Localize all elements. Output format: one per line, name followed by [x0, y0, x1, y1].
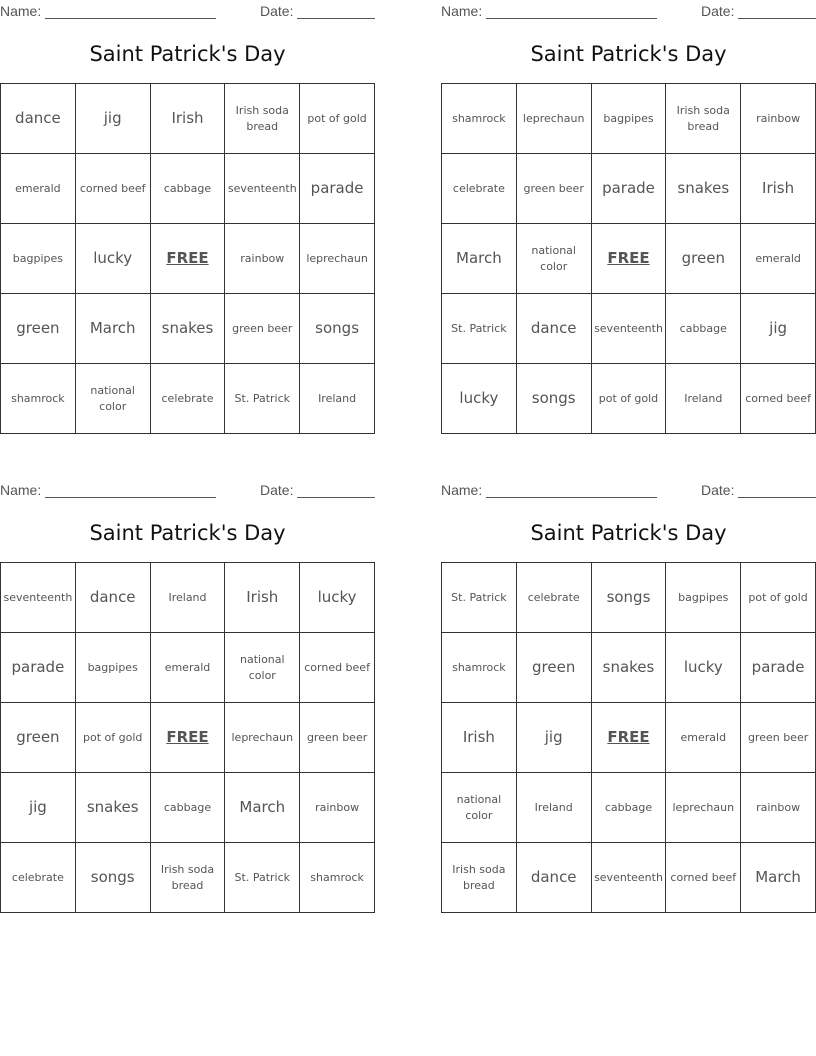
bingo-cell[interactable]: green beer	[300, 703, 375, 773]
bingo-cell[interactable]: Irish soda bread	[666, 84, 741, 154]
bingo-cell[interactable]: green beer	[517, 154, 592, 224]
bingo-cell[interactable]: Irish	[225, 563, 300, 633]
bingo-cell[interactable]: cabbage	[592, 773, 667, 843]
free-space-cell[interactable]: FREE	[592, 703, 667, 773]
bingo-cell[interactable]: green beer	[225, 294, 300, 364]
bingo-cell[interactable]: leprechaun	[666, 773, 741, 843]
bingo-cell[interactable]: dance	[517, 294, 592, 364]
bingo-cell[interactable]: emerald	[151, 633, 226, 703]
bingo-cell[interactable]: songs	[517, 364, 592, 434]
bingo-cell[interactable]: seventeenth	[225, 154, 300, 224]
bingo-cell[interactable]: dance	[517, 843, 592, 913]
bingo-cell[interactable]: rainbow	[300, 773, 375, 843]
bingo-cell[interactable]: corned beef	[666, 843, 741, 913]
bingo-cell[interactable]: bagpipes	[1, 224, 76, 294]
bingo-cell[interactable]: green	[1, 703, 76, 773]
free-space-cell[interactable]: FREE	[151, 224, 226, 294]
bingo-cell[interactable]: snakes	[666, 154, 741, 224]
bingo-cell[interactable]: jig	[76, 84, 151, 154]
bingo-cell[interactable]: Irish soda bread	[442, 843, 517, 913]
bingo-cell[interactable]: seventeenth	[592, 294, 667, 364]
bingo-cell[interactable]: dance	[1, 84, 76, 154]
bingo-grid	[0, 562, 375, 913]
bingo-cell[interactable]: lucky	[666, 633, 741, 703]
name-field-line[interactable]	[45, 18, 216, 19]
bingo-cell[interactable]: lucky	[76, 224, 151, 294]
card-title: Saint Patrick's Day	[530, 521, 727, 545]
bingo-cell[interactable]: celebrate	[442, 154, 517, 224]
bingo-cell[interactable]: parade	[592, 154, 667, 224]
date-label: Date:	[701, 482, 735, 498]
card-header	[441, 3, 816, 19]
bingo-cell[interactable]: snakes	[592, 633, 667, 703]
bingo-cell[interactable]: national color	[225, 633, 300, 703]
bingo-cell[interactable]: pot of gold	[76, 703, 151, 773]
bingo-cell[interactable]: national color	[517, 224, 592, 294]
bingo-cell[interactable]: Irish soda bread	[151, 843, 226, 913]
bingo-cell[interactable]: leprechaun	[517, 84, 592, 154]
bingo-cell[interactable]: Ireland	[151, 563, 226, 633]
bingo-cell[interactable]: March	[442, 224, 517, 294]
free-space-cell[interactable]: FREE	[151, 703, 226, 773]
bingo-cell[interactable]: shamrock	[442, 84, 517, 154]
bingo-cell[interactable]: dance	[76, 563, 151, 633]
name-field-line[interactable]	[486, 497, 657, 498]
bingo-cell[interactable]: bagpipes	[76, 633, 151, 703]
bingo-cell[interactable]: national color	[76, 364, 151, 434]
bingo-card-3	[0, 479, 375, 913]
bingo-cell[interactable]: parade	[1, 633, 76, 703]
free-space-cell[interactable]: FREE	[592, 224, 667, 294]
name-field-line[interactable]	[486, 18, 657, 19]
bingo-cell[interactable]: green	[517, 633, 592, 703]
bingo-cell[interactable]: Irish	[741, 154, 816, 224]
bingo-cell[interactable]: pot of gold	[592, 364, 667, 434]
bingo-grid	[441, 562, 816, 913]
bingo-cell[interactable]: St. Patrick	[442, 563, 517, 633]
bingo-cell[interactable]: St. Patrick	[225, 364, 300, 434]
name-label: Name:	[441, 3, 483, 19]
card-title: Saint Patrick's Day	[89, 42, 286, 66]
name-label: Name:	[0, 482, 42, 498]
bingo-cell[interactable]: emerald	[741, 224, 816, 294]
bingo-cell[interactable]: corned beef	[76, 154, 151, 224]
date-field-line[interactable]	[297, 497, 375, 498]
bingo-cell[interactable]: jig	[1, 773, 76, 843]
name-label: Name:	[441, 482, 483, 498]
bingo-cell[interactable]: St. Patrick	[225, 843, 300, 913]
bingo-cell[interactable]: green	[1, 294, 76, 364]
card-title: Saint Patrick's Day	[530, 42, 727, 66]
date-field-line[interactable]	[738, 497, 816, 498]
bingo-cell[interactable]: green beer	[741, 703, 816, 773]
card-header	[0, 3, 375, 19]
card-header	[441, 482, 816, 498]
bingo-cell[interactable]: rainbow	[225, 224, 300, 294]
bingo-cell[interactable]: snakes	[76, 773, 151, 843]
date-label: Date:	[260, 3, 294, 19]
bingo-cell[interactable]: parade	[300, 154, 375, 224]
bingo-cell[interactable]: rainbow	[741, 84, 816, 154]
bingo-cell[interactable]: songs	[76, 843, 151, 913]
bingo-cell[interactable]: March	[225, 773, 300, 843]
bingo-card-2	[441, 0, 816, 434]
bingo-cell[interactable]: March	[741, 843, 816, 913]
bingo-cell[interactable]: emerald	[1, 154, 76, 224]
bingo-cell[interactable]: Ireland	[517, 773, 592, 843]
date-field-line[interactable]	[738, 18, 816, 19]
bingo-cell[interactable]: lucky	[442, 364, 517, 434]
bingo-cell[interactable]: shamrock	[300, 843, 375, 913]
date-label: Date:	[701, 3, 735, 19]
bingo-cell[interactable]: seventeenth	[592, 843, 667, 913]
bingo-cell[interactable]: Irish	[151, 84, 226, 154]
bingo-cell[interactable]: seventeenth	[1, 563, 76, 633]
bingo-cell[interactable]: celebrate	[517, 563, 592, 633]
bingo-cell[interactable]: cabbage	[666, 294, 741, 364]
bingo-cell[interactable]: lucky	[300, 563, 375, 633]
bingo-cell[interactable]: snakes	[151, 294, 226, 364]
name-field-line[interactable]	[45, 497, 216, 498]
date-field-line[interactable]	[297, 18, 375, 19]
bingo-cell[interactable]: leprechaun	[300, 224, 375, 294]
bingo-cell[interactable]: bagpipes	[592, 84, 667, 154]
bingo-cell[interactable]: pot of gold	[300, 84, 375, 154]
bingo-cell[interactable]: jig	[741, 294, 816, 364]
bingo-cell[interactable]: corned beef	[300, 633, 375, 703]
bingo-grid	[0, 83, 375, 434]
bingo-cell[interactable]: songs	[592, 563, 667, 633]
bingo-cell[interactable]: Ireland	[300, 364, 375, 434]
date-label: Date:	[260, 482, 294, 498]
bingo-cell[interactable]: parade	[741, 633, 816, 703]
bingo-grid	[441, 83, 816, 434]
bingo-cell[interactable]: leprechaun	[225, 703, 300, 773]
bingo-cell[interactable]: pot of gold	[741, 563, 816, 633]
bingo-cell[interactable]: St. Patrick	[442, 294, 517, 364]
bingo-cell[interactable]: rainbow	[741, 773, 816, 843]
bingo-cell[interactable]: national color	[442, 773, 517, 843]
bingo-cell[interactable]: Irish	[442, 703, 517, 773]
bingo-card-1	[0, 0, 375, 434]
bingo-cell[interactable]: cabbage	[151, 773, 226, 843]
bingo-cell[interactable]: Irish soda bread	[225, 84, 300, 154]
bingo-cell[interactable]: shamrock	[442, 633, 517, 703]
bingo-cell[interactable]: March	[76, 294, 151, 364]
bingo-card-4	[441, 479, 816, 913]
bingo-cell[interactable]: bagpipes	[666, 563, 741, 633]
bingo-cell[interactable]: emerald	[666, 703, 741, 773]
bingo-cell[interactable]: green	[666, 224, 741, 294]
bingo-cell[interactable]: cabbage	[151, 154, 226, 224]
bingo-cell[interactable]: celebrate	[151, 364, 226, 434]
bingo-cell[interactable]: celebrate	[1, 843, 76, 913]
bingo-cell[interactable]: corned beef	[741, 364, 816, 434]
bingo-cell[interactable]: shamrock	[1, 364, 76, 434]
bingo-cell[interactable]: songs	[300, 294, 375, 364]
card-header	[0, 482, 375, 498]
name-label: Name:	[0, 3, 42, 19]
card-title: Saint Patrick's Day	[89, 521, 286, 545]
bingo-cell[interactable]: Ireland	[666, 364, 741, 434]
bingo-cell[interactable]: jig	[517, 703, 592, 773]
